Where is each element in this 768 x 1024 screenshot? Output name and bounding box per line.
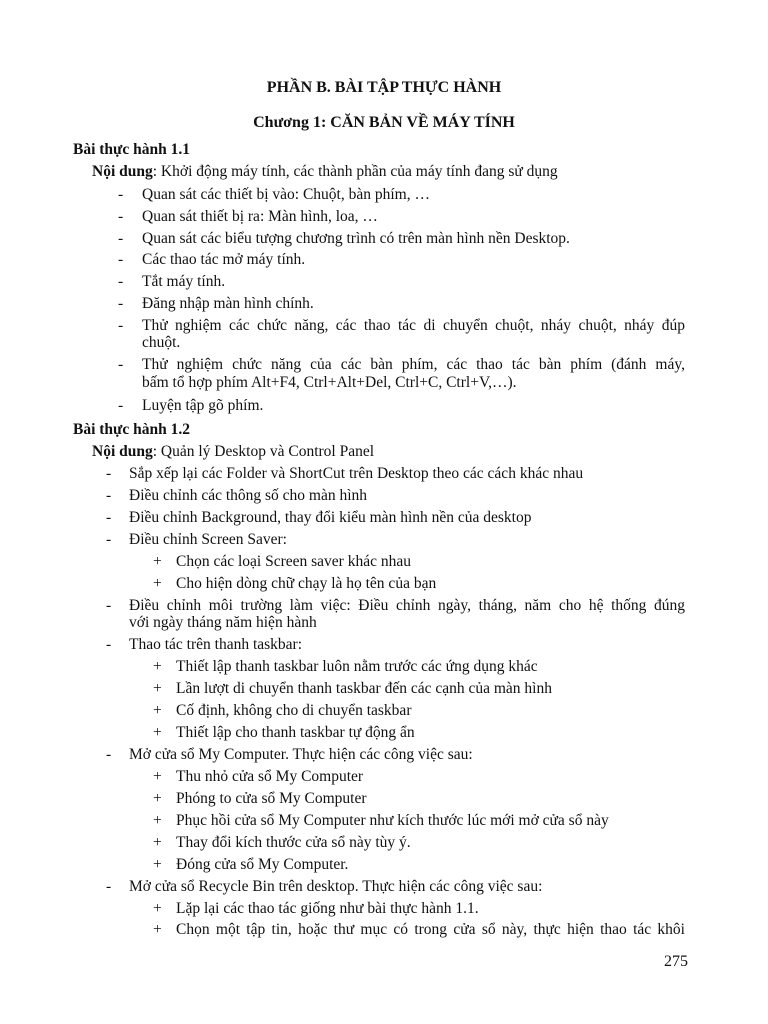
section-heading-1-2: Bài thực hành 1.2 <box>73 421 190 438</box>
dash-bullet: - <box>118 186 124 203</box>
plus-bullet: + <box>153 724 162 741</box>
dash-bullet: - <box>118 273 124 290</box>
plus-bullet: + <box>153 834 162 851</box>
dash-bullet: - <box>118 208 124 225</box>
list-item: Điều chỉnh Screen Saver: <box>129 531 287 548</box>
plus-bullet: + <box>153 658 162 675</box>
dash-bullet: - <box>118 356 124 373</box>
plus-bullet: + <box>153 702 162 719</box>
list-item: Luyện tập gõ phím. <box>142 397 264 414</box>
list-item: Thử nghiệm các chức năng, các thao tác di chuyển chuột, nháy chuột, nháy đúp <box>142 317 685 334</box>
list-item: Điều chỉnh Background, thay đổi kiểu màn hình nền của desktop <box>129 509 532 526</box>
sub-list-item: Cố định, không cho di chuyển taskbar <box>176 702 412 719</box>
plus-bullet: + <box>153 680 162 697</box>
sub-list-item: Thiết lập cho thanh taskbar tự động ẩn <box>176 724 415 741</box>
content-text: : Khởi động máy tính, các thành phần của máy tính đang sử dụng <box>152 163 558 180</box>
dash-bullet: - <box>118 317 124 334</box>
page-number: 275 <box>664 953 688 970</box>
list-item-continuation: với ngày tháng năm hiện hành <box>129 614 317 631</box>
dash-bullet: - <box>118 230 124 247</box>
sub-list-item: Phục hồi cửa sổ My Computer như kích thước lúc mới mở cửa sổ này <box>176 812 609 829</box>
dash-bullet: - <box>118 295 124 312</box>
list-item: Điều chỉnh các thông số cho màn hình <box>129 487 368 504</box>
plus-bullet: + <box>153 575 162 592</box>
content-label: Nội dung <box>92 163 153 180</box>
list-item: Mở cửa sổ Recycle Bin trên desktop. Thực hiện các công việc sau: <box>129 878 543 895</box>
list-item: Điều chỉnh môi trường làm việc: Điều chỉnh ngày, tháng, năm cho hệ thống đúng <box>129 597 685 614</box>
content-label: Nội dung <box>92 443 153 460</box>
sub-list-item: Thay đổi kích thước cửa sổ này tùy ý. <box>176 834 411 851</box>
list-item: Đăng nhập màn hình chính. <box>142 295 314 312</box>
plus-bullet: + <box>153 790 162 807</box>
sub-list-item: Chọn các loại Screen saver khác nhau <box>176 553 411 570</box>
plus-bullet: + <box>153 553 162 570</box>
list-item: Sắp xếp lại các Folder và ShortCut trên Desktop theo các cách khác nhau <box>129 465 584 482</box>
sub-list-item: Chọn một tập tin, hoặc thư mục có trong cửa sổ này, thực hiện thao tác khôi <box>176 921 685 938</box>
list-item-continuation: chuột. <box>142 334 181 351</box>
dash-bullet: - <box>106 465 112 482</box>
dash-bullet: - <box>106 531 112 548</box>
list-item: Các thao tác mở máy tính. <box>142 251 306 268</box>
list-item: Quan sát thiết bị ra: Màn hình, loa, … <box>142 208 378 225</box>
dash-bullet: - <box>106 487 112 504</box>
dash-bullet: - <box>106 509 112 526</box>
plus-bullet: + <box>153 812 162 829</box>
list-item: Tắt máy tính. <box>142 273 226 290</box>
list-item: Quan sát các biểu tượng chương trình có trên màn hình nền Desktop. <box>142 230 570 247</box>
content-line-1-1 <box>92 162 558 181</box>
plus-bullet: + <box>153 856 162 873</box>
chapter-title: Chương 1: CĂN BẢN VỀ MÁY TÍNH <box>253 114 515 131</box>
list-item: Thao tác trên thanh taskbar: <box>129 636 303 653</box>
plus-bullet: + <box>153 921 162 938</box>
sub-list-item: Cho hiện dòng chữ chạy là họ tên của bạn <box>176 575 437 592</box>
list-item: Mở cửa sổ My Computer. Thực hiện các công việc sau: <box>129 746 473 763</box>
content-line-1-2 <box>92 442 374 461</box>
dash-bullet: - <box>106 746 112 763</box>
sub-list-item: Lần lượt di chuyển thanh taskbar đến các cạnh của màn hình <box>176 680 552 697</box>
sub-list-item: Đóng cửa sổ My Computer. <box>176 856 349 873</box>
plus-bullet: + <box>153 900 162 917</box>
sub-list-item: Thiết lập thanh taskbar luôn nằm trước các ứng dụng khác <box>176 658 538 675</box>
plus-bullet: + <box>153 768 162 785</box>
dash-bullet: - <box>106 636 112 653</box>
part-title: PHẦN B. BÀI TẬP THỰC HÀNH <box>266 79 502 96</box>
content-text: : Quản lý Desktop và Control Panel <box>152 443 375 460</box>
dash-bullet: - <box>118 397 124 414</box>
sub-list-item: Phóng to cửa sổ My Computer <box>176 790 367 807</box>
dash-bullet: - <box>106 597 112 614</box>
dash-bullet: - <box>118 251 124 268</box>
sub-list-item: Lặp lại các thao tác giống như bài thực hành 1.1. <box>176 900 479 917</box>
section-heading-1-1: Bài thực hành 1.1 <box>73 141 190 158</box>
dash-bullet: - <box>106 878 112 895</box>
sub-list-item: Thu nhỏ cửa sổ My Computer <box>176 768 364 785</box>
list-item-continuation: bấm tổ hợp phím Alt+F4, Ctrl+Alt+Del, Ctrl+C, Ctrl+V,…). <box>142 374 517 391</box>
list-item: Thử nghiệm chức năng của các bàn phím, các thao tác bàn phím (đánh máy, <box>142 356 685 373</box>
list-item: Quan sát các thiết bị vào: Chuột, bàn phím, … <box>142 186 430 203</box>
